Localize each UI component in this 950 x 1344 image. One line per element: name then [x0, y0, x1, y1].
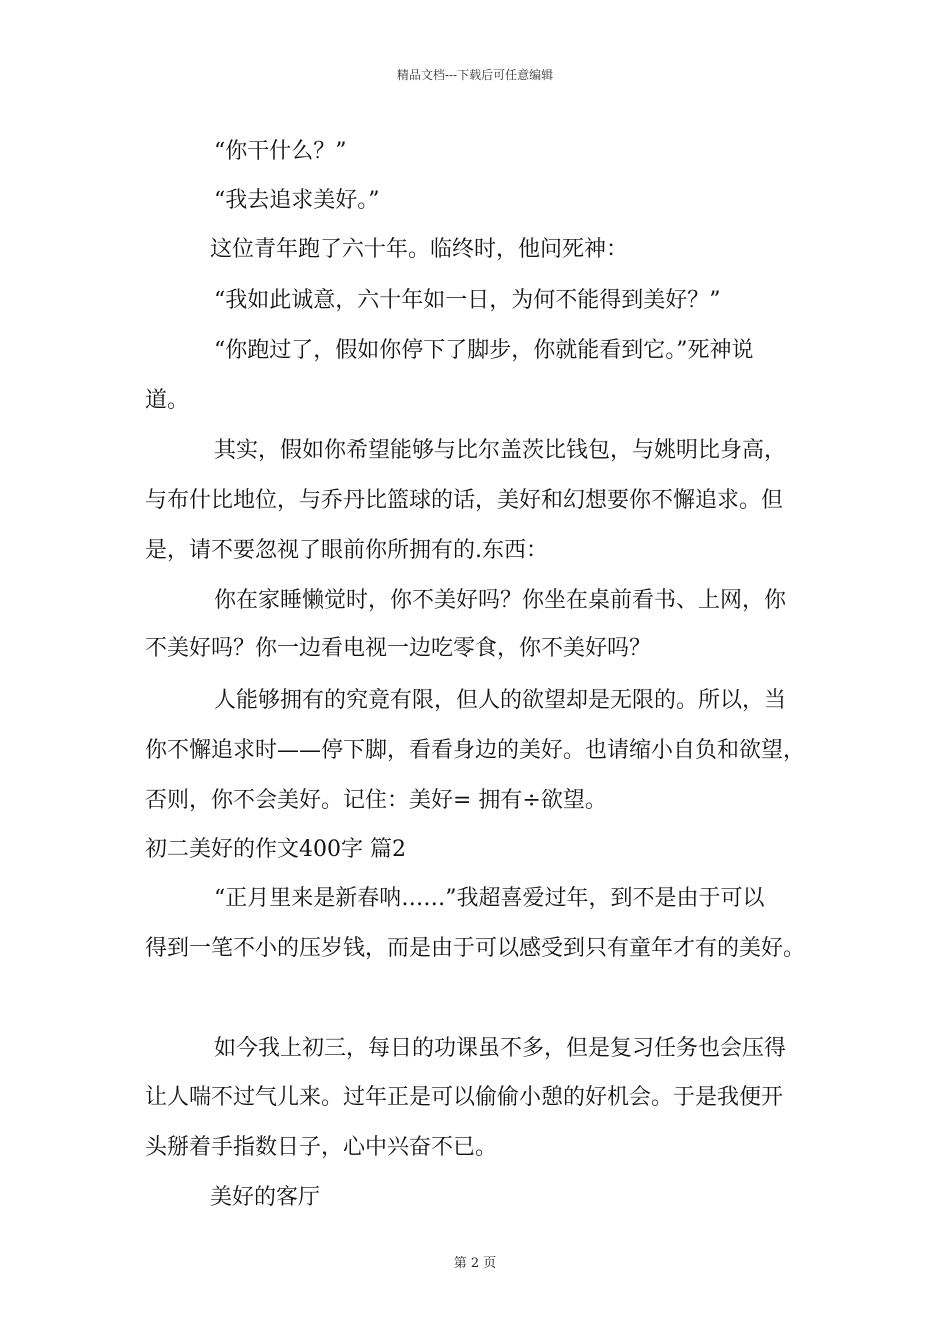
paragraph-line: 这位青年跑了六十年。临终时，他问死神：: [210, 237, 629, 262]
paragraph-line: 你在家睡懒觉时，你不美好吗？你坐在桌前看书、上网，你: [214, 588, 787, 613]
paragraph-line: 否则，你不会美好。记住：美好= 拥有÷欲望。: [145, 788, 607, 813]
paragraph-line: 如今我上初三，每日的功课虽不多，但是复习任务也会压得: [214, 1036, 787, 1061]
page-number: 第 2 页: [453, 1256, 497, 1271]
paragraph-line: 与布什比地位，与乔丹比篮球的话，美好和幻想要你不懈追求。但: [145, 488, 784, 513]
paragraph-line: 让人喘不过气儿来。过年正是可以偷偷小憩的好机会。于是我便开: [145, 1085, 784, 1110]
paragraph-line: 头掰着手指数日子，心中兴奋不已。: [145, 1135, 498, 1160]
paragraph-line: “正月里来是新春呐……”我超喜爱过年，到不是由于可以: [214, 886, 765, 911]
paragraph-line: 人能够拥有的究竟有限，但人的欲望却是无限的。所以，当: [214, 688, 787, 713]
page-header: 精品文档---下载后可任意编辑: [396, 68, 554, 82]
paragraph-line: 你不懈追求时——停下脚，看看身边的美好。也请缩小自负和欲望，: [145, 738, 806, 763]
paragraph-line: “你跑过了，假如你停下了脚步，你就能看到它。”死神说: [214, 338, 754, 363]
paragraph-line: 不美好吗？你一边看电视一边吃零食，你不美好吗？: [145, 636, 652, 661]
paragraph-line: 是，请不要忽视了眼前你所拥有的.东西：: [145, 538, 548, 563]
paragraph-line: “我如此诚意，六十年如一日，为何不能得到美好？”: [214, 288, 721, 313]
section-heading: 初二美好的作文400字 篇2: [145, 837, 406, 862]
paragraph-line: 道。: [145, 388, 190, 413]
paragraph-line: 美好的客厅: [210, 1185, 321, 1210]
paragraph-line: “你干什么？”: [214, 139, 347, 164]
paragraph-line: 其实，假如你希望能够与比尔盖茨比钱包，与姚明比身高，: [214, 438, 787, 463]
paragraph-line: 得到一笔不小的压岁钱，而是由于可以感受到只有童年才有的美好。: [145, 936, 806, 961]
paragraph-line: “我去追求美好。”: [214, 188, 380, 213]
